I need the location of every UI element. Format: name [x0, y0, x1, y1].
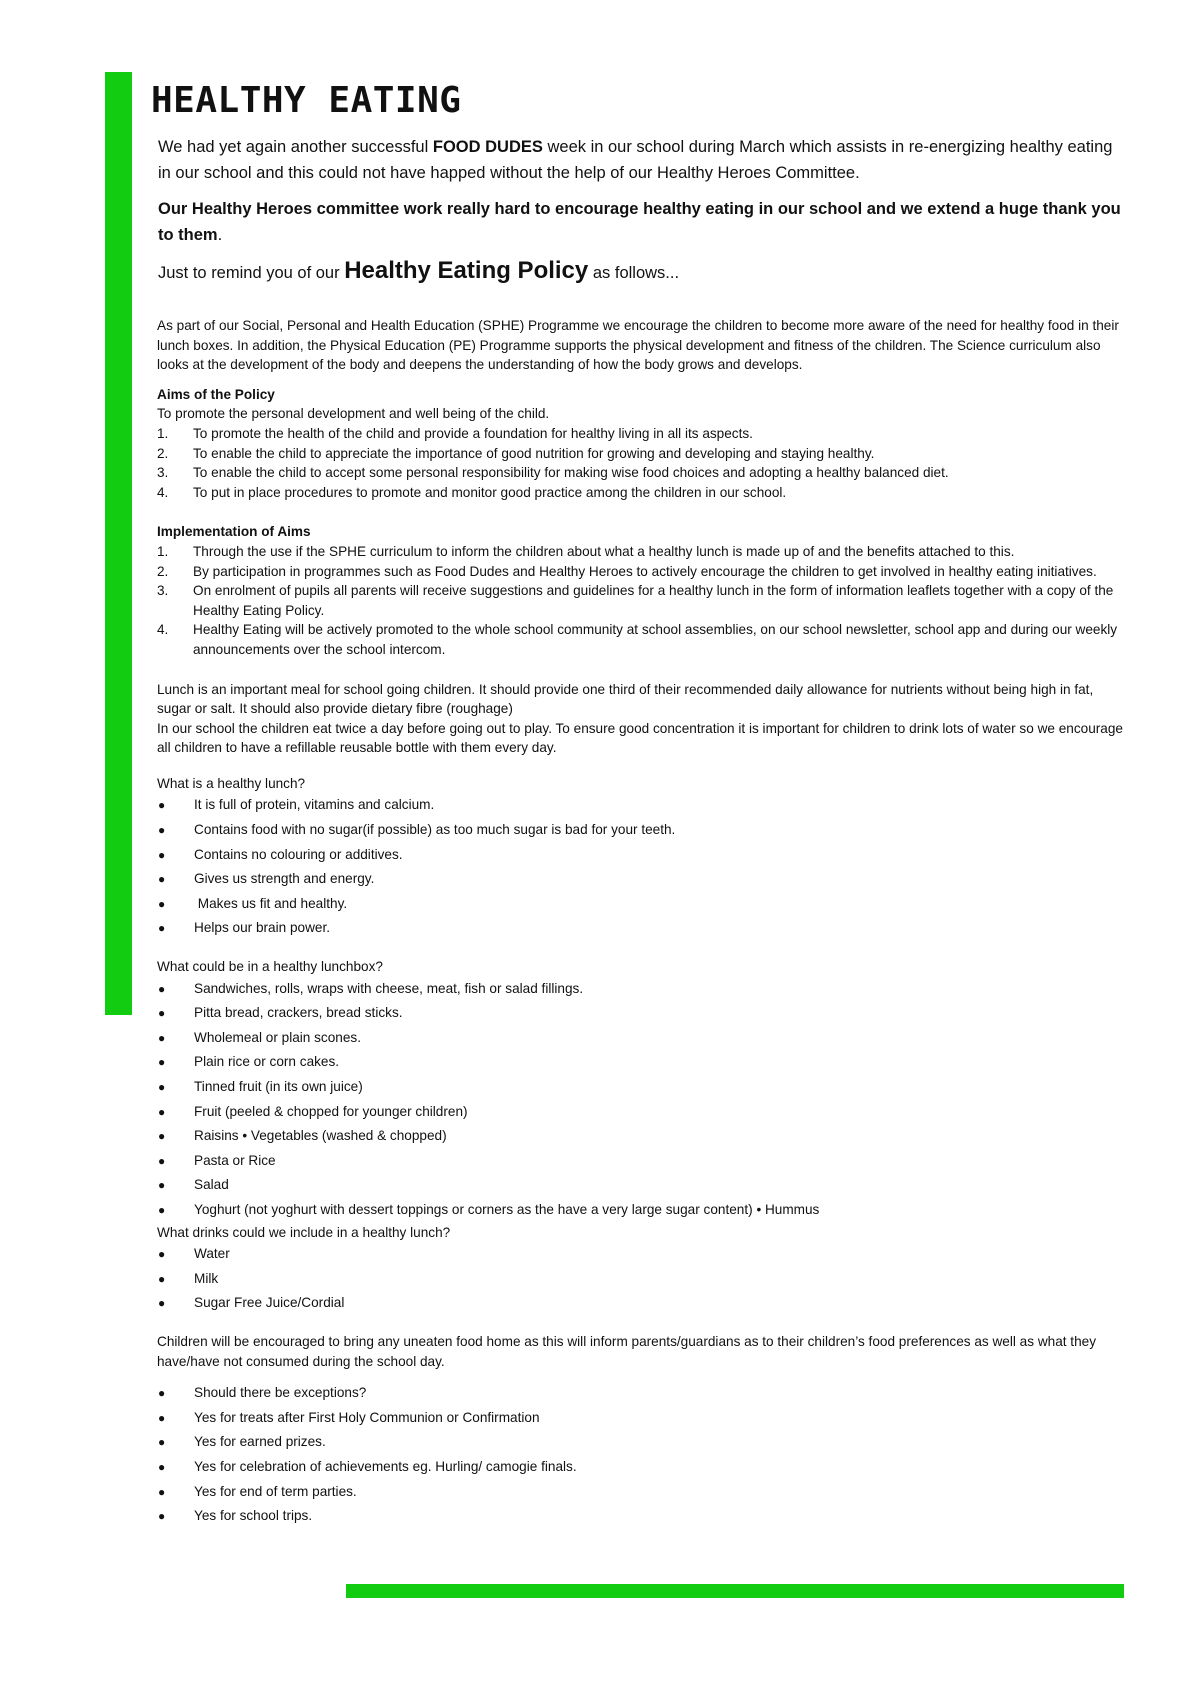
exceptions-list [157, 1381, 1125, 1529]
lunch-paragraph: Lunch is an important meal for school going children. It should provide one third of their recommended daily allowance for nutrients without being high in fat, sugar or salt. It should also provide dietary fibre (roughage) [157, 681, 1094, 717]
list-item: ● Sugar Free Juice/Cordial [157, 1291, 1125, 1316]
bullet-icon: ● [158, 1484, 166, 1499]
bullet-icon: ● [158, 1030, 166, 1045]
list-item: ● Contains food with no sugar(if possible) as too much sugar is bad for your teeth. [157, 818, 1125, 843]
bullet-icon: ● [158, 1435, 166, 1450]
list-item: ● Tinned fruit (in its own juice) [157, 1075, 1125, 1100]
list-item: 2. To enable the child to appreciate the importance of good nutrition for growing and developing and staying healthy. [157, 445, 875, 461]
list-item: ● Yoghurt (not yoghurt with dessert toppings or corners as the have a very large sugar content) • Hummus [157, 1198, 1125, 1223]
list-item: ● Salad [157, 1173, 1125, 1198]
bullet-icon: ● [158, 1080, 166, 1094]
list-item: ● Yes for school trips. [157, 1504, 1125, 1529]
list-item: ● Gives us strength and energy. [157, 867, 1125, 892]
list-item: 2. By participation in programmes such as Food Dudes and Healthy Heroes to actively encourage the children to get involved in healthy eating initiatives. [157, 563, 1097, 579]
sphe-paragraph: As part of our Social, Personal and Health Education (SPHE) Programme we encourage the children to become more aware of the need for healthy food in their lunch boxes. In addition, the Physical Education (PE) Programme supports the physical development and fitness of the children. The Science curriculum also looks at the development of the body and deepens the understanding of how the body grows and develops. [157, 318, 1119, 373]
list-item: 1. To promote the health of the child and provide a foundation for healthy living in all its aspects. [157, 425, 753, 441]
bullet-icon: ● [158, 798, 166, 813]
list-item: ● Yes for celebration of achievements eg. Hurling/ camogie finals. [157, 1455, 1125, 1480]
list-item: 3. To enable the child to accept some personal responsibility for making wise food choices and adopting a healthy balanced diet. [157, 465, 949, 481]
list-item: ● Pasta or Rice [157, 1149, 1125, 1174]
list-item: ● Yes for treats after First Holy Communion or Confirmation [157, 1406, 1125, 1431]
aims-list [157, 424, 1125, 502]
bullet-icon: ● [158, 1153, 166, 1168]
list-item: 1. Through the use if the SPHE curriculum to inform the children about what a healthy lunch is made up of and the benefits attached to this. [157, 543, 1015, 559]
list-item: 4. To put in place procedures to promote and monitor good practice among the children in our school. [157, 484, 787, 500]
bullet-icon: ● [158, 1410, 166, 1425]
bullet-icon: ● [158, 847, 166, 862]
implementation-heading: Implementation of Aims [157, 524, 311, 540]
bullet-icon: ● [158, 896, 166, 911]
list-item: 4. Healthy Eating will be actively promoted to the whole school community at school assemblies, on our school newsletter, school app and during our weekly announcements over the school intercom. [157, 622, 1118, 657]
bullet-icon: ● [158, 1271, 166, 1286]
aims-heading: Aims of the Policy [157, 386, 275, 402]
healthy-lunch-question: What is a healthy lunch? [157, 775, 306, 791]
list-item: ● Makes us fit and healthy. [157, 892, 1125, 917]
bullet-icon: ● [158, 981, 166, 996]
bullet-icon: ● [158, 1129, 166, 1144]
list-item: 3. On enrolment of pupils all parents will receive suggestions and guidelines for a healthy lunch in the form of information leaflets together with a copy of the Healthy Eating Policy. [157, 583, 1114, 618]
list-item: ● Fruit (peeled & chopped for younger children) [157, 1100, 1125, 1125]
list-item: ● Yes for earned prizes. [157, 1430, 1125, 1455]
aims-intro: To promote the personal development and well being of the child. [157, 406, 550, 422]
list-item: ● Sandwiches, rolls, wraps with cheese, meat, fish or salad fillings. [157, 977, 1125, 1002]
list-item: ● Contains no colouring or additives. [157, 843, 1125, 868]
bullet-icon: ● [158, 823, 166, 838]
bullet-icon: ● [158, 1104, 166, 1119]
bullet-icon: ● [158, 1055, 166, 1070]
list-item: ● Should there be exceptions? [157, 1381, 1125, 1406]
bullet-icon: ● [158, 1509, 166, 1524]
bullet-icon: ● [158, 1202, 166, 1217]
healthy-lunch-list [157, 793, 1125, 941]
intro-section [158, 134, 1126, 296]
list-item: ● Plain rice or corn cakes. [157, 1050, 1125, 1075]
lunchbox-question: What could be in a healthy lunchbox? [157, 959, 383, 975]
bullet-icon: ● [158, 872, 166, 887]
water-paragraph: In our school the children eat twice a day before going out to play. To ensure good concentration it is important for children to drink lots of water so we encourage all children to have a refillable reusable bottle with them every day. [157, 720, 1123, 756]
bullet-icon: ● [158, 921, 166, 936]
green-accent-bar-horizontal [346, 1584, 1124, 1598]
policy-reminder: Just to remind you of our Healthy Eating Policy as follows... [158, 257, 680, 284]
list-item: ● Helps our brain power. [157, 916, 1125, 941]
bullet-icon: ● [158, 1386, 166, 1401]
intro-paragraph-food-dudes: We had yet again another successful FOOD DUDES week in our school during March which assists in re-energizing healthy eating in our school and this could not have happed without the help of our Healthy Heroes Committee. [158, 138, 1113, 182]
food-dudes-highlight: FOOD DUDES [432, 138, 543, 156]
list-item: ● Water [157, 1242, 1125, 1267]
bullet-icon: ● [158, 1247, 166, 1262]
implementation-list [157, 542, 1125, 660]
bullet-icon: ● [158, 1006, 166, 1021]
bullet-icon: ● [158, 1296, 166, 1311]
list-item: ● Yes for end of term parties. [157, 1480, 1125, 1505]
bullet-icon: ● [158, 1178, 166, 1193]
drinks-question: What drinks could we include in a healthy lunch? [157, 1224, 451, 1240]
list-item: ● Wholemeal or plain scones. [157, 1026, 1125, 1051]
drinks-list [157, 1242, 1125, 1316]
bullet-icon: ● [158, 1459, 166, 1474]
list-item: ● Milk [157, 1267, 1125, 1292]
uneaten-food-paragraph: Children will be encouraged to bring any uneaten food home as this will inform parents/guardians as to their children’s food preferences as well as what they have/have not consumed during the school day. [157, 1333, 1097, 1369]
list-item: ● Pitta bread, crackers, bread sticks. [157, 1001, 1125, 1026]
lunchbox-list [157, 977, 1125, 1223]
policy-name-highlight: Healthy Eating Policy [344, 257, 589, 284]
list-item: ● Raisins • Vegetables (washed & chopped) [157, 1124, 1125, 1149]
policy-body [157, 316, 1125, 1529]
green-accent-bar-vertical [105, 72, 132, 1015]
intro-paragraph-healthy-heroes: Our Healthy Heroes committee work really hard to encourage healthy eating in our school and we extend a huge thank you to them. [158, 200, 1121, 244]
page-title: HEALTHY EATING [151, 80, 462, 121]
list-item: ● It is full of protein, vitamins and calcium. [157, 793, 1125, 818]
